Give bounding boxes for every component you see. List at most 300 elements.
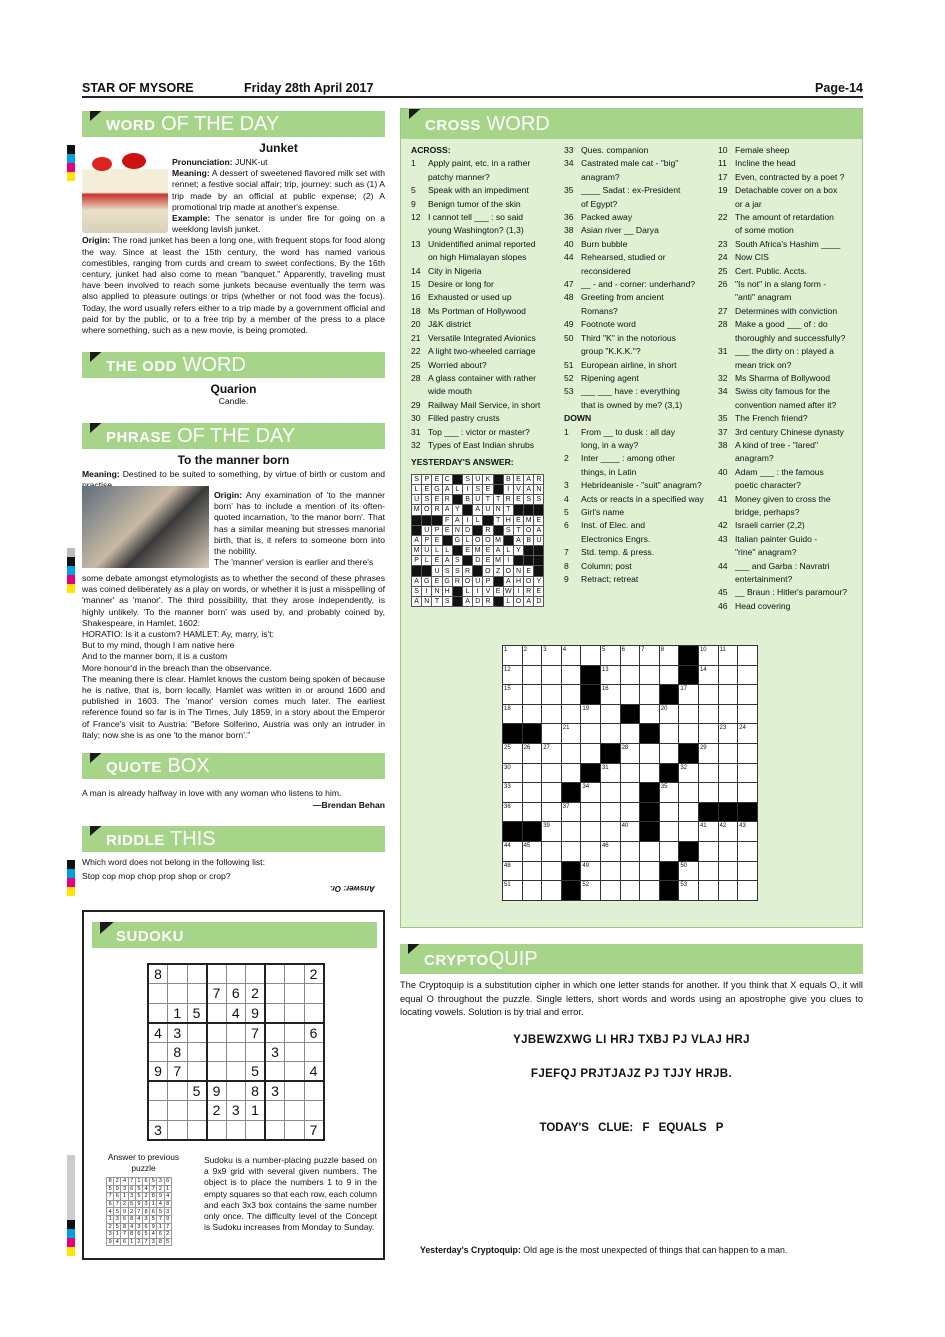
crossword-cell[interactable] xyxy=(561,704,581,724)
crossword-cell[interactable]: 10 xyxy=(698,646,718,666)
sudoku-cell[interactable] xyxy=(226,1081,246,1101)
sudoku-cell[interactable] xyxy=(246,1042,266,1062)
sudoku-cell[interactable] xyxy=(207,964,227,984)
crossword-cell[interactable] xyxy=(718,841,738,861)
sudoku-cell[interactable] xyxy=(168,1120,188,1140)
sudoku-cell[interactable] xyxy=(285,1042,305,1062)
sudoku-cell[interactable] xyxy=(148,984,168,1004)
crossword-cell[interactable]: 29 xyxy=(698,743,718,763)
sudoku-cell[interactable] xyxy=(285,1062,305,1082)
crossword-cell[interactable]: 32 xyxy=(679,763,699,783)
sudoku-cell[interactable]: 5 xyxy=(187,1003,207,1023)
sudoku-cell[interactable] xyxy=(207,1062,227,1082)
crossword-cell[interactable] xyxy=(738,881,758,901)
sudoku-cell[interactable]: 8 xyxy=(148,964,168,984)
crossword-cell[interactable] xyxy=(620,685,640,705)
sudoku-cell[interactable]: 7 xyxy=(168,1062,188,1082)
crossword-cell[interactable]: 25 xyxy=(503,743,523,763)
answer-cell: H xyxy=(513,576,523,586)
crossword-cell[interactable] xyxy=(640,861,660,881)
sudoku-cell[interactable] xyxy=(265,984,285,1004)
crossword-cell[interactable]: 39 xyxy=(542,822,562,842)
crossword-cell[interactable] xyxy=(600,783,620,803)
crossword-cell[interactable]: 37 xyxy=(561,802,581,822)
answer-cell: A xyxy=(524,484,534,494)
sudoku-cell[interactable] xyxy=(304,1042,324,1062)
sudoku-cell[interactable] xyxy=(265,1023,285,1043)
crossword-cell[interactable] xyxy=(542,685,562,705)
crossword-cell[interactable] xyxy=(561,685,581,705)
crossword-cell[interactable] xyxy=(600,802,620,822)
answer-cell: U xyxy=(483,505,493,515)
crossword-cell[interactable]: 42 xyxy=(718,822,738,842)
crossword-cell[interactable] xyxy=(718,665,738,685)
crossword-cell[interactable] xyxy=(718,704,738,724)
crossword-cell[interactable]: 1 xyxy=(503,646,523,666)
cryptoquip-line-2: FJEFQJ PRJTJAJZ PJ TJJY HRJB. xyxy=(530,1068,733,1080)
crossword-cell[interactable] xyxy=(718,861,738,881)
sudoku-cell[interactable]: 4 xyxy=(304,1062,324,1082)
answer-cell xyxy=(462,556,472,566)
crossword-cell[interactable]: 19 xyxy=(581,704,601,724)
odd-word-section xyxy=(82,382,385,406)
prev-cell: 2 xyxy=(142,1193,149,1201)
crossword-cell[interactable] xyxy=(522,783,542,803)
prev-cell: 8 xyxy=(121,1223,128,1231)
sudoku-cell[interactable] xyxy=(265,1101,285,1121)
sudoku-cell[interactable]: 1 xyxy=(246,1101,266,1121)
answer-cell: U xyxy=(422,546,432,556)
prev-cell: 3 xyxy=(157,1178,164,1186)
answer-cell: M xyxy=(473,546,483,556)
crossword-cell[interactable] xyxy=(738,665,758,685)
crossword-cell[interactable] xyxy=(679,802,699,822)
sudoku-cell[interactable] xyxy=(187,964,207,984)
prev-cell: 5 xyxy=(128,1200,135,1208)
sudoku-cell[interactable]: 3 xyxy=(265,1081,285,1101)
crossword-cell[interactable] xyxy=(620,783,640,803)
crossword-cell[interactable] xyxy=(659,665,679,685)
sudoku-cell[interactable] xyxy=(207,1023,227,1043)
crossword-cell[interactable] xyxy=(698,685,718,705)
crossword-cell[interactable]: 2 xyxy=(522,646,542,666)
sudoku-cell[interactable]: 9 xyxy=(246,1003,266,1023)
crossword-cell[interactable] xyxy=(581,646,601,666)
sudoku-cell[interactable] xyxy=(226,1023,246,1043)
clue: 34 Swiss city famous for the xyxy=(718,386,831,397)
crossword-cell[interactable] xyxy=(738,763,758,783)
sudoku-cell[interactable] xyxy=(187,1062,207,1082)
sudoku-cell[interactable] xyxy=(187,1120,207,1140)
sudoku-cell[interactable] xyxy=(226,1120,246,1140)
sudoku-cell[interactable]: 6 xyxy=(226,984,246,1004)
crossword-cell[interactable]: 33 xyxy=(503,783,523,803)
sudoku-cell[interactable]: 3 xyxy=(265,1042,285,1062)
crossword-cell[interactable] xyxy=(659,724,679,744)
crossword-cell[interactable] xyxy=(522,881,542,901)
clue: 23 South Africa's Hashim ____ xyxy=(718,238,841,249)
crossword-cell[interactable] xyxy=(679,783,699,803)
clue: long, in a way? xyxy=(581,439,639,450)
prev-cell: 6 xyxy=(121,1238,128,1246)
answer-cell xyxy=(452,474,462,484)
answer-cell: U xyxy=(473,495,483,505)
crossword-cell[interactable]: 18 xyxy=(503,704,523,724)
crossword-cell[interactable]: 8 xyxy=(659,646,679,666)
crossword-cell[interactable]: 28 xyxy=(620,743,640,763)
crossword-cell[interactable] xyxy=(542,763,562,783)
crossword-cell[interactable]: 23 xyxy=(718,724,738,744)
crossword-cell[interactable] xyxy=(718,685,738,705)
prev-cell: 7 xyxy=(107,1193,114,1201)
crossword-cell[interactable] xyxy=(581,743,601,763)
sudoku-cell[interactable]: 8 xyxy=(168,1042,188,1062)
crossword-cell[interactable] xyxy=(679,704,699,724)
answer-cell: H xyxy=(503,515,513,525)
crossword-cell[interactable] xyxy=(698,763,718,783)
crossword-cell[interactable] xyxy=(640,881,660,901)
crossword-cell[interactable] xyxy=(640,841,660,861)
riddle-section xyxy=(82,855,385,883)
sudoku-cell[interactable] xyxy=(285,1081,305,1101)
sudoku-cell[interactable] xyxy=(187,1101,207,1121)
sudoku-cell[interactable] xyxy=(285,964,305,984)
sudoku-cell[interactable] xyxy=(148,1081,168,1101)
sudoku-cell[interactable] xyxy=(226,1062,246,1082)
quote-text: A man is already halfway in love with any woman who listens to him. xyxy=(82,788,342,798)
answer-cell: D xyxy=(534,597,544,607)
clue: 5 Speak with an impediment xyxy=(411,185,529,196)
crossword-cell[interactable]: 52 xyxy=(581,881,601,901)
crossword-cell[interactable]: 11 xyxy=(718,646,738,666)
clue: poetic character? xyxy=(735,480,801,491)
crossword-cell[interactable]: 50 xyxy=(679,861,699,881)
answer-cell: R xyxy=(534,474,544,484)
crossword-cell[interactable]: 4 xyxy=(561,646,581,666)
sudoku-cell[interactable] xyxy=(304,1003,324,1023)
sudoku-cell[interactable]: 7 xyxy=(207,984,227,1004)
sudoku-cell[interactable]: 3 xyxy=(148,1120,168,1140)
crossword-cell[interactable] xyxy=(561,743,581,763)
crossword-cell[interactable] xyxy=(718,783,738,803)
sudoku-cell[interactable] xyxy=(304,1101,324,1121)
sudoku-cell[interactable]: 2 xyxy=(304,964,324,984)
answer-cell: L xyxy=(473,515,483,525)
sudoku-cell[interactable] xyxy=(285,1003,305,1023)
crossword-cell[interactable] xyxy=(561,841,581,861)
answer-cell: A xyxy=(473,505,483,515)
sudoku-cell[interactable]: 3 xyxy=(168,1023,188,1043)
sudoku-cell[interactable] xyxy=(168,1081,188,1101)
crossword-cell[interactable]: 46 xyxy=(600,841,620,861)
crossword-cell[interactable]: 24 xyxy=(738,724,758,744)
clue: convention named after it? xyxy=(735,399,837,410)
crossword-cell[interactable] xyxy=(640,704,660,724)
sudoku-cell[interactable] xyxy=(168,1101,188,1121)
crossword-cell[interactable] xyxy=(718,743,738,763)
prev-cell: 9 xyxy=(164,1215,171,1223)
sudoku-cell[interactable]: 5 xyxy=(246,1062,266,1082)
sudoku-cell[interactable] xyxy=(187,1042,207,1062)
crossword-cell[interactable]: 26 xyxy=(522,743,542,763)
crossword-cell[interactable]: 48 xyxy=(503,861,523,881)
crossword-cell[interactable] xyxy=(600,822,620,842)
clue: reconsidered xyxy=(581,265,631,276)
sudoku-cell[interactable] xyxy=(207,1042,227,1062)
crossword-grid[interactable] xyxy=(502,645,758,901)
prev-cell: 5 xyxy=(150,1215,157,1223)
sudoku-cell[interactable]: 7 xyxy=(246,1023,266,1043)
crossword-cell[interactable]: 49 xyxy=(581,861,601,881)
crossword-cell[interactable]: 15 xyxy=(503,685,523,705)
crossword-cell[interactable] xyxy=(561,822,581,842)
crossword-cell[interactable] xyxy=(698,724,718,744)
prev-cell: 6 xyxy=(157,1231,164,1239)
crossword-cell[interactable] xyxy=(659,743,679,763)
crossword-cell[interactable] xyxy=(620,665,640,685)
crossword-cell[interactable] xyxy=(738,685,758,705)
black-cell xyxy=(679,743,699,763)
sudoku-cell[interactable] xyxy=(168,964,188,984)
crossword-cell[interactable]: 45 xyxy=(522,841,542,861)
answer-cell: N xyxy=(422,597,432,607)
answer-cell xyxy=(493,484,503,494)
crossword-cell[interactable] xyxy=(640,743,660,763)
crossword-cell[interactable]: 36 xyxy=(503,802,523,822)
crossword-cell[interactable] xyxy=(542,783,562,803)
sudoku-cell[interactable] xyxy=(265,1120,285,1140)
crossword-cell[interactable] xyxy=(738,743,758,763)
prev-cell: 1 xyxy=(121,1193,128,1201)
crossword-cell[interactable] xyxy=(698,783,718,803)
crossword-cell[interactable]: 21 xyxy=(561,724,581,744)
crossword-cell[interactable] xyxy=(738,783,758,803)
sudoku-cell[interactable] xyxy=(285,1023,305,1043)
phrase-meaning: Meaning: Destined to be suited to something, by virtue of birth or custom and xyxy=(82,469,385,479)
sudoku-cell[interactable]: 4 xyxy=(148,1023,168,1043)
crossword-cell[interactable] xyxy=(679,822,699,842)
sudoku-cell[interactable] xyxy=(285,1101,305,1121)
prev-cell: 9 xyxy=(114,1185,121,1193)
prev-cell: 8 xyxy=(142,1208,149,1216)
crossword-cell[interactable] xyxy=(698,881,718,901)
crossword-cell[interactable] xyxy=(542,704,562,724)
crossword-cell[interactable] xyxy=(640,763,660,783)
sudoku-cell[interactable]: 5 xyxy=(187,1081,207,1101)
sudoku-cell[interactable] xyxy=(285,1120,305,1140)
odd-word-banner: THE ODD WORD xyxy=(82,352,385,378)
sudoku-cell[interactable] xyxy=(226,964,246,984)
crossword-cell[interactable]: 44 xyxy=(503,841,523,861)
prev-cell: 9 xyxy=(107,1238,114,1246)
crossword-cell[interactable] xyxy=(738,861,758,881)
sudoku-cell[interactable] xyxy=(226,1042,246,1062)
clue: 27 Determines with conviction xyxy=(718,305,838,316)
paper-name: STAR OF MYSORE xyxy=(82,81,194,95)
crossword-cell[interactable]: 5 xyxy=(600,646,620,666)
answer-cell: C xyxy=(442,474,452,484)
sudoku-cell[interactable]: 7 xyxy=(304,1120,324,1140)
crossword-cell[interactable] xyxy=(640,665,660,685)
crossword-cell[interactable] xyxy=(581,822,601,842)
answer-cell: M xyxy=(493,535,503,545)
sudoku-cell[interactable] xyxy=(246,964,266,984)
sudoku-cell[interactable] xyxy=(265,1062,285,1082)
crossword-cell[interactable]: 20 xyxy=(659,704,679,724)
sudoku-cell[interactable] xyxy=(285,984,305,1004)
sudoku-cell[interactable] xyxy=(148,1003,168,1023)
answer-cell: T xyxy=(513,525,523,535)
crossword-cell[interactable]: 6 xyxy=(620,646,640,666)
crossword-cell[interactable] xyxy=(659,841,679,861)
sudoku-cell[interactable] xyxy=(207,1120,227,1140)
crossword-cell[interactable] xyxy=(561,763,581,783)
answer-cell: M xyxy=(412,505,422,515)
crossword-cell[interactable]: 3 xyxy=(542,646,562,666)
answer-cell: S xyxy=(462,474,472,484)
crossword-cell[interactable] xyxy=(679,724,699,744)
clue: 28 Make a good ___ of : do xyxy=(718,319,828,330)
crossword-cell[interactable]: 30 xyxy=(503,763,523,783)
sudoku-cell[interactable]: 2 xyxy=(246,984,266,1004)
crossword-cell[interactable] xyxy=(600,861,620,881)
answer-cell: S xyxy=(412,586,422,596)
answer-cell: S xyxy=(534,495,544,505)
sudoku-cell[interactable]: 4 xyxy=(226,1003,246,1023)
crossword-cell[interactable] xyxy=(698,841,718,861)
crossword-cell[interactable] xyxy=(698,704,718,724)
prev-cell: 7 xyxy=(142,1238,149,1246)
sudoku-cell[interactable] xyxy=(265,964,285,984)
sudoku-cell[interactable]: 8 xyxy=(246,1081,266,1101)
crossword-cell[interactable]: 7 xyxy=(640,646,660,666)
crossword-cell[interactable] xyxy=(620,802,640,822)
crossword-cell[interactable]: 17 xyxy=(679,685,699,705)
sudoku-cell[interactable] xyxy=(148,1101,168,1121)
crossword-cell[interactable] xyxy=(600,724,620,744)
word-of-day-definition: Pronunciation: JUNK-ut Meaning: A dessert of sweetened flavored milk set with rennet; a festive social affair; trip, journey: such as (1) A trip made by an official at public expense; (2) A promotional trip made at another's expense. Example: The senator is under fire for going on a weeklong lavish junket. xyxy=(172,157,385,235)
crossword-cell[interactable] xyxy=(581,724,601,744)
crossword-cell[interactable] xyxy=(600,881,620,901)
crossword-cell[interactable]: 35 xyxy=(659,783,679,803)
prev-cell: 4 xyxy=(142,1185,149,1193)
crossword-cell[interactable] xyxy=(738,646,758,666)
clue: 21 Versatile Integrated Avionics xyxy=(411,332,536,343)
crossword-cell[interactable] xyxy=(542,861,562,881)
crossword-cell[interactable] xyxy=(640,685,660,705)
crossword-cell[interactable] xyxy=(542,665,562,685)
crossword-cell[interactable] xyxy=(620,881,640,901)
crossword-cell[interactable] xyxy=(620,861,640,881)
answer-cell: A xyxy=(452,515,462,525)
clue: or a jar xyxy=(735,198,762,209)
sudoku-cell[interactable] xyxy=(187,984,207,1004)
clue: 9 Retract; retreat xyxy=(564,574,639,584)
crossword-cell[interactable]: 40 xyxy=(620,822,640,842)
clue: on high Himalayan slopes xyxy=(428,252,527,263)
clue: 49 Footnote word xyxy=(564,319,636,330)
crossword-cell[interactable]: 53 xyxy=(679,881,699,901)
crossword-cell[interactable] xyxy=(522,861,542,881)
sudoku-cell[interactable] xyxy=(187,1023,207,1043)
sudoku-cell[interactable] xyxy=(246,1120,266,1140)
crossword-cell[interactable] xyxy=(738,841,758,861)
crossword-cell[interactable] xyxy=(561,665,581,685)
crossword-cell[interactable]: 12 xyxy=(503,665,523,685)
crossword-cell[interactable]: 41 xyxy=(698,822,718,842)
crossword-cell[interactable] xyxy=(522,685,542,705)
crossword-cell[interactable] xyxy=(522,704,542,724)
sudoku-cell[interactable]: 6 xyxy=(304,1023,324,1043)
sudoku-cell[interactable] xyxy=(304,984,324,1004)
prev-cell: 5 xyxy=(150,1178,157,1186)
sudoku-cell[interactable]: 9 xyxy=(207,1081,227,1101)
crossword-cell[interactable] xyxy=(542,724,562,744)
clue: 45 __ Braun : Hitler's paramour? xyxy=(718,587,847,598)
crossword-cell[interactable]: 51 xyxy=(503,881,523,901)
crossword-cell[interactable] xyxy=(718,881,738,901)
crossword-cell[interactable]: 16 xyxy=(600,685,620,705)
answer-cell: W xyxy=(504,587,512,595)
answer-cell: E xyxy=(513,474,523,484)
crossword-cell[interactable] xyxy=(581,802,601,822)
sudoku-cell[interactable]: 2 xyxy=(207,1101,227,1121)
sudoku-cell[interactable] xyxy=(207,1003,227,1023)
answer-cell xyxy=(452,495,462,505)
crossword-cell[interactable] xyxy=(620,724,640,744)
crossword-cell[interactable]: 13 xyxy=(600,665,620,685)
prev-cell: 5 xyxy=(107,1185,114,1193)
crossword-cell[interactable] xyxy=(738,704,758,724)
prev-cell: 8 xyxy=(128,1215,135,1223)
crossword-cell[interactable] xyxy=(581,841,601,861)
sudoku-cell[interactable] xyxy=(148,1042,168,1062)
sudoku-cell[interactable]: 9 xyxy=(148,1062,168,1082)
crossword-cell[interactable] xyxy=(600,704,620,724)
crossword-cell[interactable] xyxy=(542,881,562,901)
crossword-cell[interactable] xyxy=(542,802,562,822)
sudoku-cell[interactable]: 3 xyxy=(226,1101,246,1121)
crossword-cell[interactable]: 27 xyxy=(542,743,562,763)
answer-cell: E xyxy=(513,515,523,525)
crossword-cell[interactable] xyxy=(659,802,679,822)
crossword-cell[interactable] xyxy=(659,822,679,842)
crossword-cell[interactable] xyxy=(698,861,718,881)
clue: 1 From __ to dusk : all day xyxy=(564,426,676,437)
sudoku-cell[interactable]: 1 xyxy=(168,1003,188,1023)
crossword-cell[interactable] xyxy=(620,841,640,861)
crossword-cell[interactable]: 43 xyxy=(738,822,758,842)
crossword-cell[interactable] xyxy=(542,841,562,861)
sudoku-cell[interactable] xyxy=(304,1081,324,1101)
prev-cell: 6 xyxy=(121,1215,128,1223)
clue: 51 European airline, in short xyxy=(564,359,677,370)
crossword-cell[interactable]: 34 xyxy=(581,783,601,803)
prev-cell: 3 xyxy=(128,1193,135,1201)
crossword-cell[interactable] xyxy=(718,763,738,783)
crossword-cell[interactable]: 14 xyxy=(698,665,718,685)
crossword-cell[interactable] xyxy=(522,665,542,685)
crossword-cell[interactable] xyxy=(522,763,542,783)
answer-cell: U xyxy=(473,576,483,586)
crossword-cell[interactable] xyxy=(522,802,542,822)
answer-cell: E xyxy=(513,495,523,505)
crossword-cell[interactable] xyxy=(620,763,640,783)
crossword-cell[interactable]: 31 xyxy=(600,763,620,783)
sudoku-cell[interactable] xyxy=(265,1003,285,1023)
cryptoquip-line-1: YJBEWZXWG LI HRJ TXBJ PJ VLAJ HRJ xyxy=(513,1034,750,1046)
sudoku-cell[interactable] xyxy=(168,984,188,1004)
